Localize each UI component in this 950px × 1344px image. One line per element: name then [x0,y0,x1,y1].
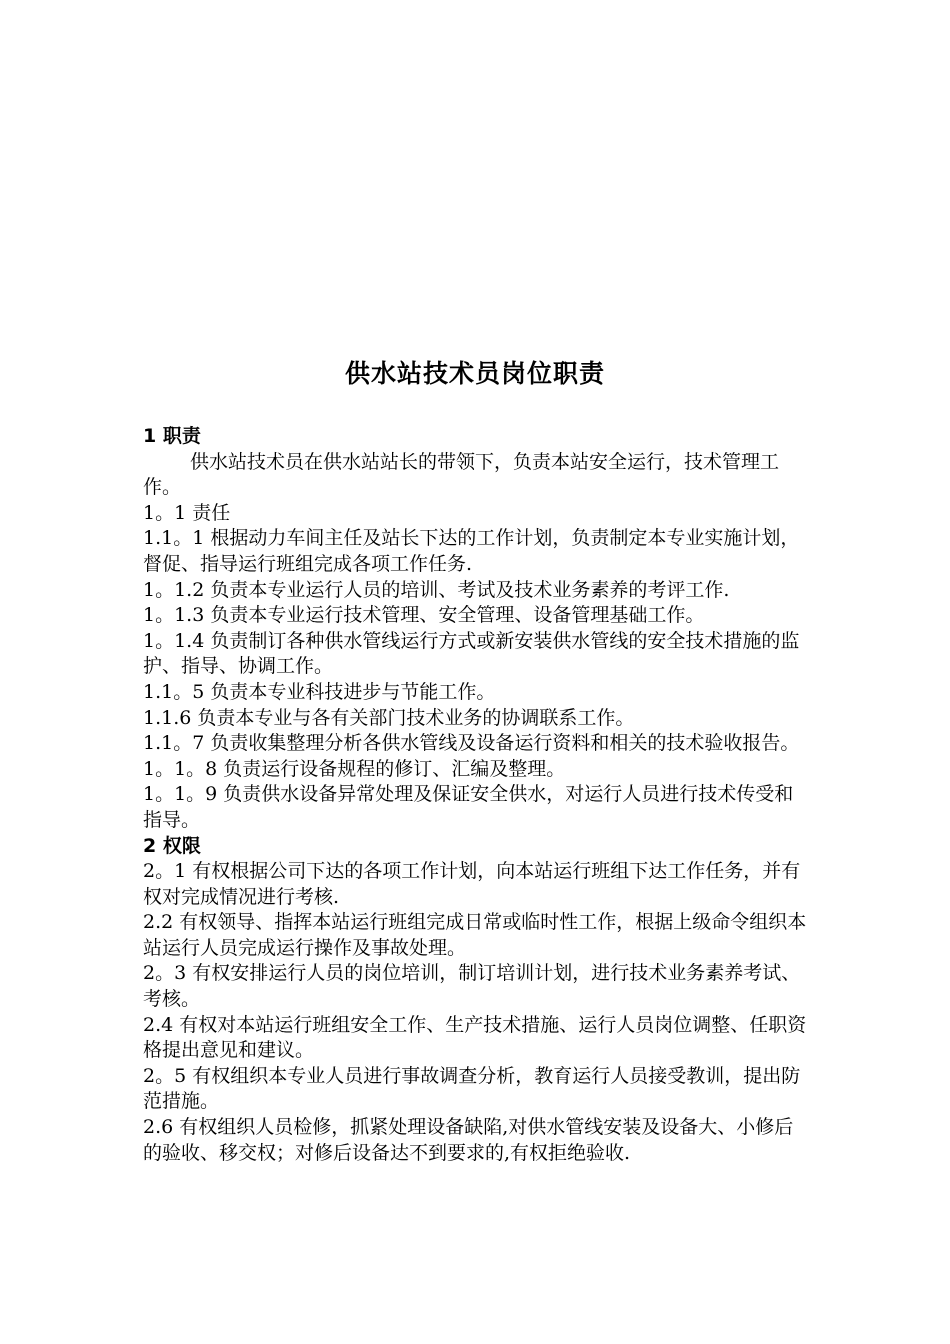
clause-2-3: 2。3 有权安排运行人员的岗位培训，制订培训计划，进行技术业务素养考试、考核。 [143,962,801,1011]
section-heading-duties: 1 职责 [143,425,201,447]
clause-1-1-4: 1。1.4 负责制订各种供水管线运行方式或新安装供水管线的安全技术措施的监护、指导、协调工作。 [143,629,800,678]
clause-1-1-8: 1。1。8 负责运行设备规程的修订、汇编及整理。 [143,757,566,780]
clause-2-1: 2。1 有权根据公司下达的各项工作计划，向本站运行班组下达工作任务，并有权对完成情况进行考核. [143,860,801,908]
clause-1-1-5: 1.1。5 负责本专业科技进步与节能工作。 [143,680,496,703]
clause-2-2: 2.2 有权领导、指挥本站运行班组完成日常或临时性工作，根据上级命令组织本站运行人员完成运行操作及事故处理。 [143,911,807,959]
clause-1-1-7: 1.1。7 负责收集整理分析各供水管线及设备运行资料和相关的技术验收报告。 [143,732,800,755]
section-intro: 供水站技术员在供水站站长的带领下，负责本站安全运行，技术管理工作。 [143,450,780,499]
clause-1-1-2: 1。1.2 负责本专业运行人员的培训、考试及技术业务素养的考评工作. [143,578,730,601]
clause-1-1-6: 1.1.6 负责本专业与各有关部门技术业务的协调联系工作。 [143,706,635,729]
clause-1-1-1: 1.1。1 根据动力车间主任及站长下达的工作计划，负责制定本专业实施计划，督促、指导运行班组完成各项工作任务. [143,527,800,575]
clause-2-6: 2.6 有权组织人员检修，抓紧处理设备缺陷,对供水管线安装及设备大、小修后的验收、移交权；对修后设备达不到要求的,有权拒绝验收. [143,1116,794,1164]
clause-1-1: 1。1 责任 [143,501,231,524]
clause-2-5: 2。5 有权组织本专业人员进行事故调查分析，教育运行人员接受教训，提出防范措施。 [143,1064,801,1113]
clause-2-4: 2.4 有权对本站运行班组安全工作、生产技术措施、运行人员岗位调整、任职资格提出意见和建议。 [143,1013,807,1062]
document-body [143,424,808,1166]
clause-1-1-9: 1。1。9 负责供水设备异常处理及保证安全供水，对运行人员进行技术传受和指导。 [143,783,794,831]
document-title: 供水站技术员岗位职责 [344,359,605,388]
section-heading-authority: 2 权限 [143,834,201,857]
clause-1-1-3: 1。1.3 负责本专业运行技术管理、安全管理、设备管理基础工作。 [143,604,705,627]
